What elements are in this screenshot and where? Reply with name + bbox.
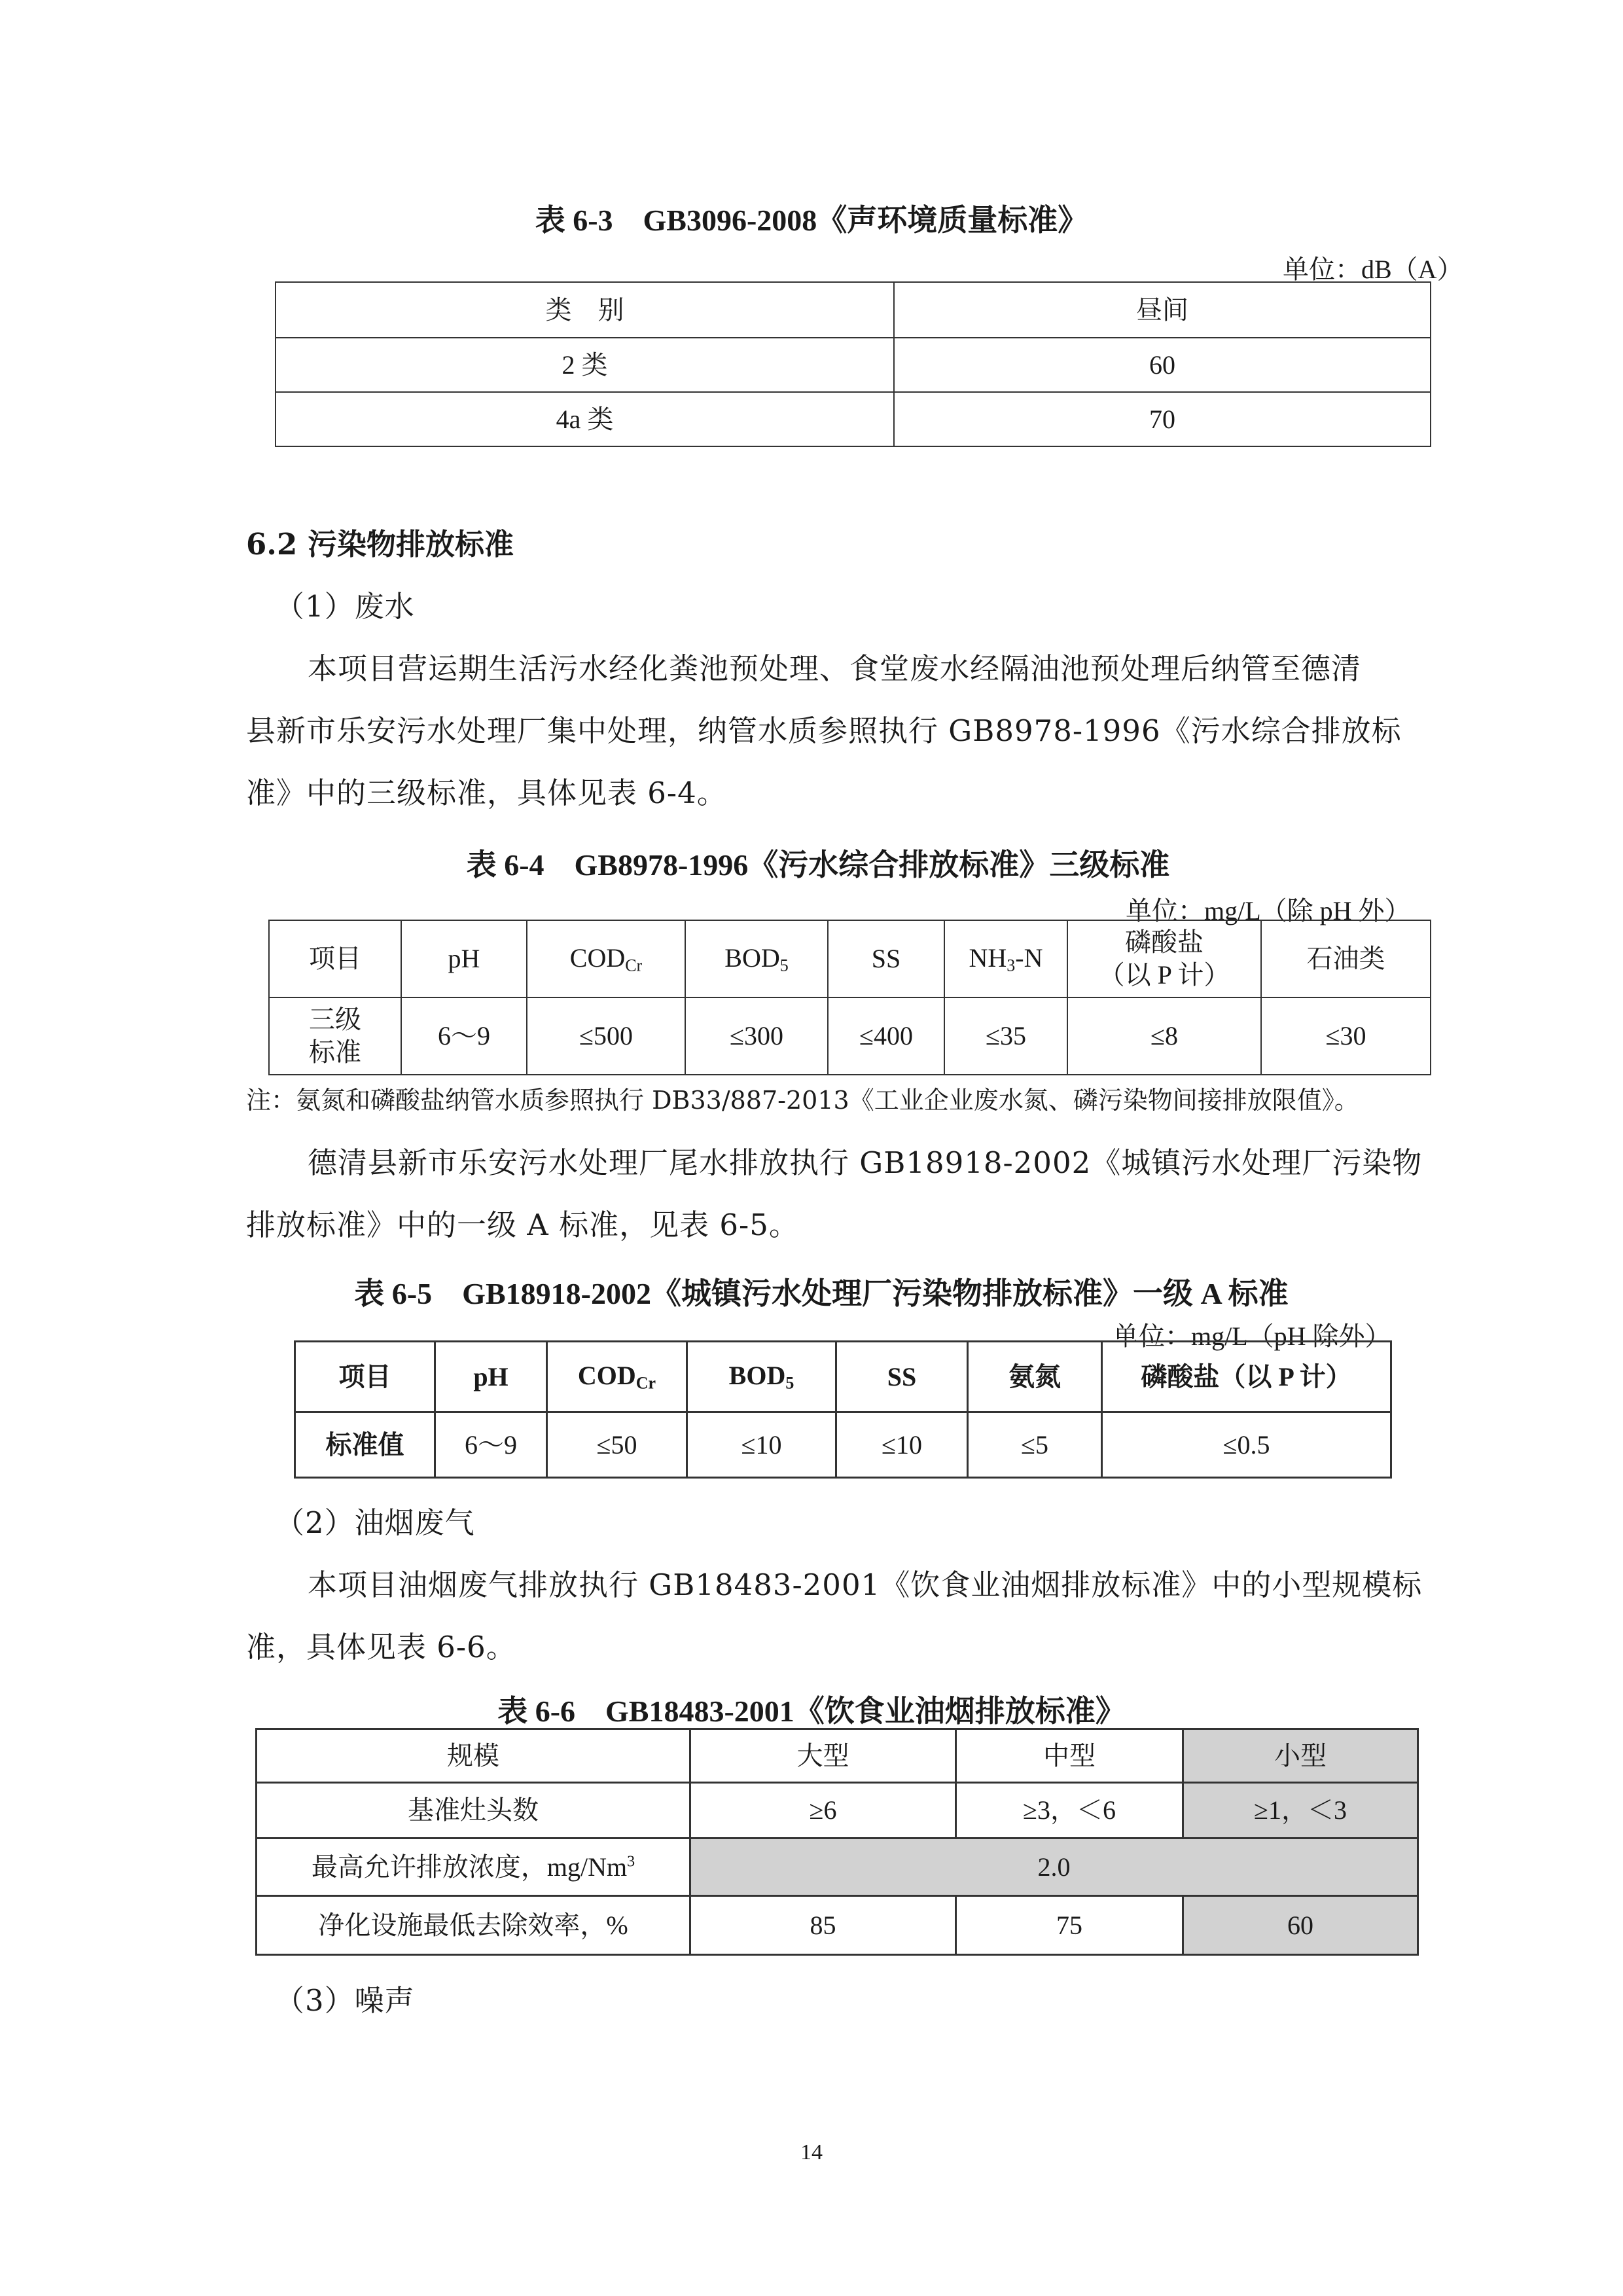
cell-category: 4a 类 xyxy=(276,392,894,446)
row-label: 标准值 xyxy=(295,1412,435,1478)
cell-small: 60 xyxy=(1183,1896,1418,1955)
table-header-row xyxy=(295,1342,1391,1412)
paragraph-line: 准，具体见表 6-6。 xyxy=(246,1630,516,1664)
table-row xyxy=(257,1896,1418,1955)
table-6-4-unit: 单位：mg/L（除 pH 外） xyxy=(1126,896,1411,925)
cell-large: 85 xyxy=(690,1896,956,1955)
cod-subscript: Cr xyxy=(635,1373,656,1393)
header-medium: 中型 xyxy=(956,1729,1183,1783)
cell-phosphate: ≤0.5 xyxy=(1102,1412,1391,1478)
cell-daytime: 70 xyxy=(894,392,1431,446)
concentration-superscript: 3 xyxy=(627,1853,635,1871)
cell-medium: 75 xyxy=(956,1896,1183,1955)
cell-medium: ≥3，＜6 xyxy=(956,1783,1183,1839)
header-bod xyxy=(687,1342,836,1412)
nh3-suffix: -N xyxy=(1015,942,1043,973)
table-6-4 xyxy=(268,920,1431,1075)
table-header-row xyxy=(276,282,1431,338)
paragraph-line: 德清县新市乐安污水处理厂尾水排放执行 GB18918-2002《城镇污水处理厂污染物 xyxy=(308,1145,1423,1180)
header-small: 小型 xyxy=(1183,1729,1418,1783)
subsection-noise: （3）噪声 xyxy=(275,1983,415,2018)
header-cod xyxy=(547,1342,687,1412)
cell-bod: ≤10 xyxy=(687,1412,836,1478)
table-6-5-unit: 单位：mg/L（pH 除外） xyxy=(1113,1321,1391,1351)
paragraph-line: 本项目油烟废气排放执行 GB18483-2001《饮食业油烟排放标准》中的小型规模标 xyxy=(308,1568,1423,1602)
nh3-subscript: 3 xyxy=(1007,956,1016,975)
table-row xyxy=(276,338,1431,392)
cell-cod: ≤500 xyxy=(527,997,685,1075)
cell-category: 2 类 xyxy=(276,338,894,392)
cell-bod: ≤300 xyxy=(685,997,828,1075)
nh3-label: NH xyxy=(969,942,1007,973)
header-ss: SS xyxy=(836,1342,968,1412)
header-item: 项目 xyxy=(295,1342,435,1412)
header-phosphate xyxy=(1067,920,1261,997)
table-6-5 xyxy=(294,1340,1392,1479)
paragraph-line: 排放标准》中的一级 A 标准，见表 6-5。 xyxy=(246,1208,799,1242)
paragraph-line: 准》中的三级标准，具体见表 6-4。 xyxy=(246,776,727,810)
row-label-concentration xyxy=(257,1839,690,1896)
table-header-row xyxy=(257,1729,1418,1783)
bod-subscript: 5 xyxy=(779,956,789,975)
header-ph: pH xyxy=(435,1342,547,1412)
header-bod xyxy=(685,920,828,997)
header-daytime: 昼间 xyxy=(894,282,1431,338)
table-6-3 xyxy=(275,281,1431,447)
header-nh3n xyxy=(944,920,1067,997)
cod-subscript: Cr xyxy=(625,956,643,975)
table-row xyxy=(295,1412,1391,1478)
cell-petroleum: ≤30 xyxy=(1261,997,1431,1075)
header-petroleum: 石油类 xyxy=(1261,920,1431,997)
header-ammonia: 氨氮 xyxy=(968,1342,1102,1412)
cell-ss: ≤400 xyxy=(828,997,944,1075)
table-row xyxy=(257,1783,1418,1839)
header-phosphate: 磷酸盐（以 P 计） xyxy=(1102,1342,1391,1412)
page-number: 14 xyxy=(800,2140,823,2164)
cell-large: ≥6 xyxy=(690,1783,956,1839)
table-6-5-caption: 表 6-5 GB18918-2002《城镇污水处理厂污染物排放标准》一级 A 标准 xyxy=(354,1277,1289,1310)
row-label-line: 三级 xyxy=(309,1005,361,1034)
cell-ammonia: ≤5 xyxy=(968,1412,1102,1478)
bod-label: BOD xyxy=(724,942,780,973)
concentration-label: 最高允许排放浓度，mg/Nm xyxy=(311,1852,628,1882)
bod-label: BOD xyxy=(728,1361,786,1390)
subsection-wastewater: （1）废水 xyxy=(275,589,415,624)
paragraph-line: 县新市乐安污水处理厂集中处理，纳管水质参照执行 GB8978-1996《污水综合排放标 xyxy=(246,713,1402,748)
bod-subscript: 5 xyxy=(785,1373,794,1393)
header-category: 类 别 xyxy=(276,282,894,338)
header-large: 大型 xyxy=(690,1729,956,1783)
cell-ph: 6～9 xyxy=(435,1412,547,1478)
cell-phosphate: ≤8 xyxy=(1067,997,1261,1075)
header-cod xyxy=(527,920,685,997)
cod-label: COD xyxy=(569,942,626,973)
row-label-efficiency: 净化设施最低去除效率，% xyxy=(257,1896,690,1955)
row-label xyxy=(269,997,401,1075)
table-6-3-unit: 单位：dB（A） xyxy=(1283,255,1463,284)
cell-ph: 6～9 xyxy=(401,997,527,1075)
cell-concentration-all: 2.0 xyxy=(690,1839,1418,1896)
cell-ss: ≤10 xyxy=(836,1412,968,1478)
cell-nh3n: ≤35 xyxy=(944,997,1067,1075)
header-ss: SS xyxy=(828,920,944,997)
row-label-line: 标准 xyxy=(309,1037,361,1067)
table-6-6-caption: 表 6-6 GB18483-2001《饮食业油烟排放标准》 xyxy=(497,1695,1126,1728)
header-scale: 规模 xyxy=(257,1729,690,1783)
paragraph-line: 本项目营运期生活污水经化粪池预处理、食堂废水经隔油池预处理后纳管至德清 xyxy=(308,651,1362,686)
table-6-6 xyxy=(255,1728,1419,1956)
table-row xyxy=(269,997,1431,1075)
header-ph: pH xyxy=(401,920,527,997)
cell-daytime: 60 xyxy=(894,338,1431,392)
row-label-stoves: 基准灶头数 xyxy=(257,1783,690,1839)
header-item: 项目 xyxy=(269,920,401,997)
phosphate-basis: （以 P 计） xyxy=(1098,960,1230,990)
table-6-3-caption: 表 6-3 GB3096-2008《声环境质量标准》 xyxy=(535,204,1088,237)
phosphate-label: 磷酸盐 xyxy=(1125,927,1204,957)
cell-cod: ≤50 xyxy=(547,1412,687,1478)
cod-label: COD xyxy=(577,1361,636,1390)
table-6-4-note: 注：氨氮和磷酸盐纳管水质参照执行 DB33/887-2013《工业企业废水氮、磷污染物间接排放限值》。 xyxy=(246,1086,1359,1115)
table-header-row xyxy=(269,920,1431,997)
cell-small: ≥1，＜3 xyxy=(1183,1783,1418,1839)
subsection-cooking-fumes: （2）油烟废气 xyxy=(275,1505,475,1540)
table-row xyxy=(276,392,1431,446)
table-6-4-caption: 表 6-4 GB8978-1996《污水综合排放标准》三级标准 xyxy=(466,848,1170,882)
table-row xyxy=(257,1839,1418,1896)
section-heading: 6.2 污染物排放标准 xyxy=(246,527,514,562)
